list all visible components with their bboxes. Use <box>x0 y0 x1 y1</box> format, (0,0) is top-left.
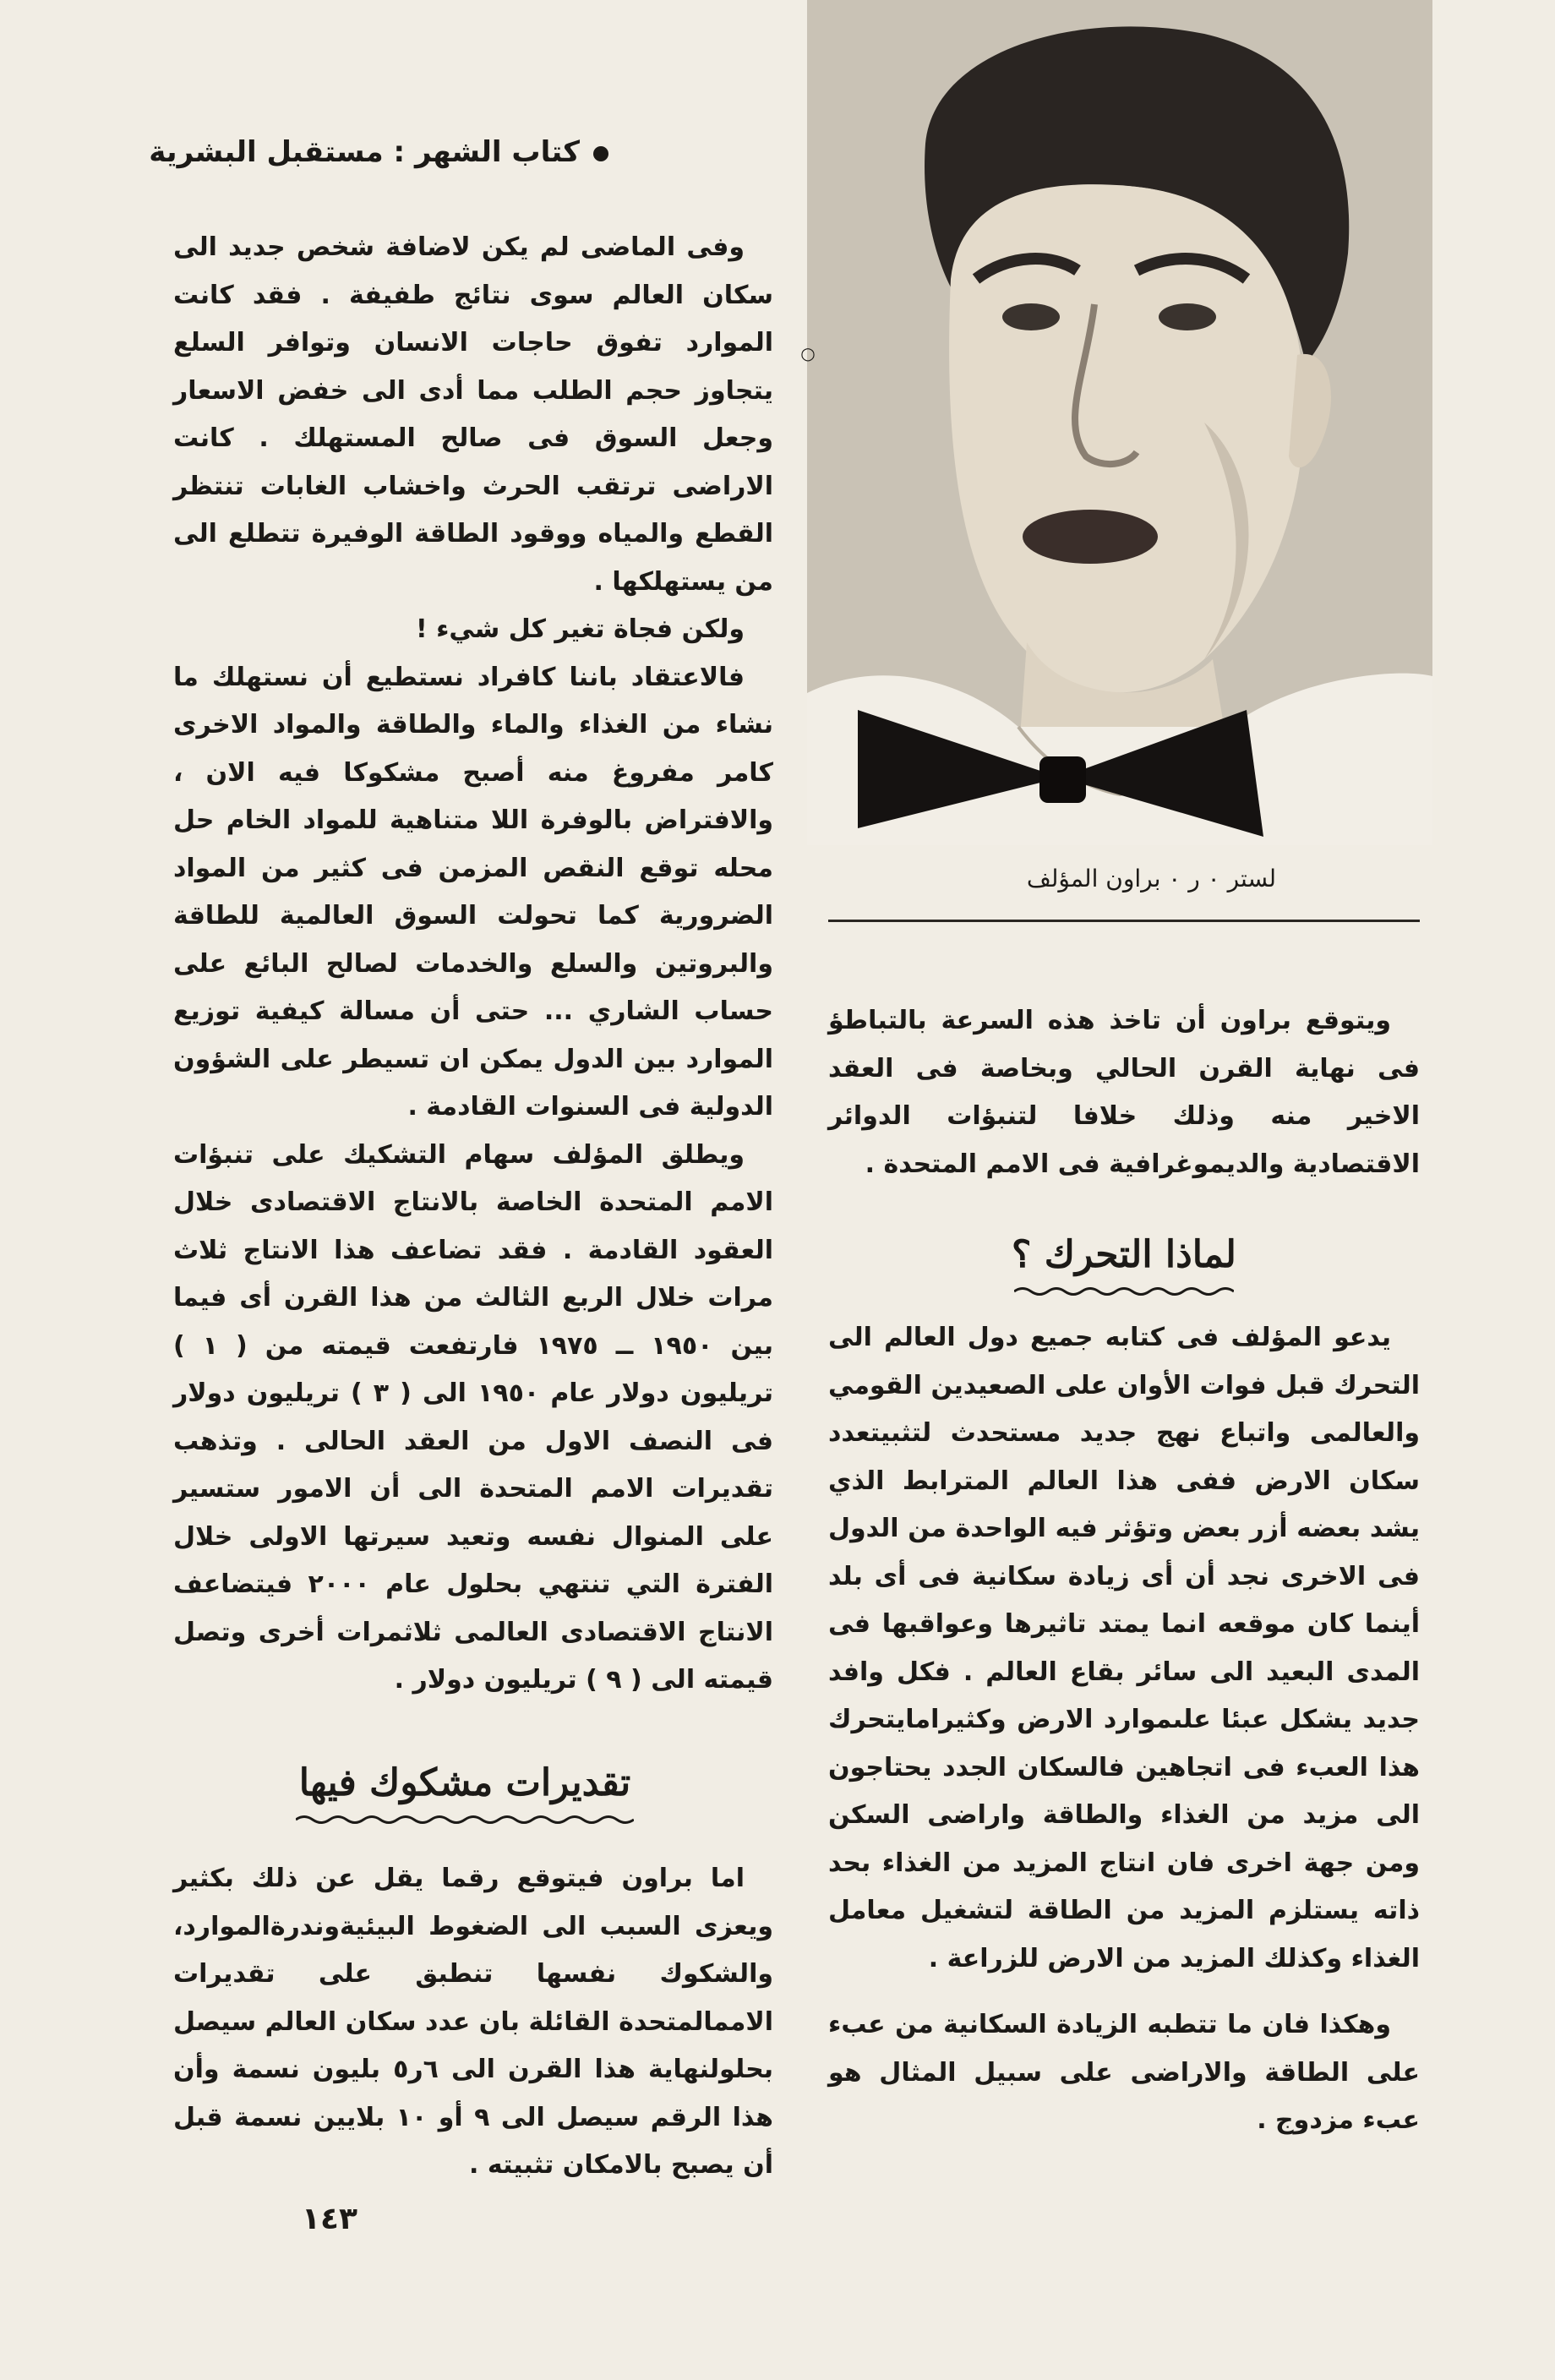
right-paragraph-3: وهكذا فان ما تتطبه الزيادة السكانية من عبء على الطاقة والاراضى على سبيل المثال هو عبء مزدوج . <box>828 2010 1420 2135</box>
paragraph-3: فالاعتقاد باننا كافراد نستطيع أن نستهلك ما نشاء من الغذاء والماء والطاقة والمواد الاخرى كامر مفروغ منه أصبح مشكوكا فيه الان ، والافتراض بالوفرة اللا متناهية للمواد الخام حل محله توقع النقص المزمن فى كثير من المواد الضرورية كما تحولت السوق العالمية للطاقة والبروتين والسلع والخدمات لصالح البائع على حساب الشاري ... حتى أن مسالة كيفية توزيع الموارد بين الدول يمكن ان تسيطر على الشؤون الدولية فى السنوات القادمة . <box>173 662 773 1122</box>
page-number: ١٤٣ <box>302 2202 357 2236</box>
paragraph-5: اما براون فيتوقع رقما يقل عن ذلك بكثير ويعزى السبب الى الضغوط البيئيةوندرةالموارد، والشكوك نفسها تنطبق على تقديرات الاممالمتحدة القائلة بان عدد سكان العالم سيصل بحلولنهاية هذا القرن الى ٦ر٥ بليون نسمة وأن هذا الرقم سيصل الى ٩ أو ١٠ بلايين نسمة قبل أن يصبح بالامكان تثبيته . <box>173 1864 773 2180</box>
margin-mark: ○ <box>800 343 816 363</box>
heading-estimates-text: تقديرات مشكوك فيها <box>298 1761 631 1804</box>
photo-caption: لستر ٠ ر ٠ براون المؤلف <box>1026 865 1276 892</box>
paragraph-4: ويطلق المؤلف سهام التشكيك على تنبؤات الامم المتحدة الخاصة بالانتاج الاقتصادى خلال العقود القادمة . فقد تضاعف هذا الانتاج ثلاث مرات خلال الربع الثالث من هذا القرن أى فيما بين ١٩٥٠ ــ ١٩٧٥ فارتفعت قيمته من ( ١ ) تريليون دولار عام ١٩٥٠ الى ( ٣ ) تريليون دولار فى النصف الاول من العقد الحالى . وتذهب تقديرات الامم المتحدة الى أن الامور ستسير على المنوال نفسه وتعيد سيرتها الاولى خلال الفترة التي تنتهي بحلول عام ٢٠٠٠ فيتضاعف الانتاج الاقتصادى العالمى ثلاثمرات أخرى وتصل قيمته الى ( ٩ ) تريليون دولار . <box>173 1139 774 1695</box>
header-title: كتاب الشهر : مستقبل البشرية <box>149 135 580 169</box>
author-photo <box>807 0 1432 845</box>
section-header <box>149 127 608 177</box>
wavy-underline-icon <box>1014 1286 1234 1297</box>
heading-estimates <box>287 1758 642 1826</box>
paragraph-gap <box>828 1983 1420 2001</box>
heading-why <box>1006 1230 1242 1297</box>
right-paragraph-2: يدعو المؤلف فى كتابه جميع دول العالم الى التحرك قبل فوات الأوان على الصعيدين القومي والعالمى واتباع نهج جديد مستحدث لتثبيتعدد سكان الارض ففى هذا العالم المترابط الذي يشد بعضه أزر بعض وتؤثر فيه الواحدة من الدول فى الاخرى نجد أن أى زيادة سكانية فى أى بلد أينما كان موقعه انما يمتد تاثيرها وعواقبها فى المدى البعيد الى سائر بقاع العالم . فكل وافد جديد يشكل عبئا علىموارد الارض وكثيرامايتحرك هذا العبء فى اتجاهين فالسكان الجدد يحتاجون الى مزيد من الغذاء والطاقة واراضى السكن ومن جهة اخرى فان انتاج المزيد من الغذاء بحد ذاته يستلزم المزيد من الطاقة لتشغيل معامل الغذاء وكذلك المزيد من الارض للزراعة . <box>828 1323 1420 1973</box>
heading-why-text: لماذا التحرك ؟ <box>1012 1233 1236 1276</box>
caption-divider <box>828 920 1420 922</box>
left-column-bottom <box>173 1855 773 2190</box>
right-paragraph-1: ويتوقع براون أن تاخذ هذه السرعة بالتباطؤ فى نهاية القرن الحالي وبخاصة فى العقد الاخير منه وذلك خلافا لتنبؤات الدوائر الاقتصادية والديموغرافية فى الامم المتحدة . <box>828 1006 1420 1179</box>
paragraph-1: وفى الماضى لم يكن لاضافة شخص جديد الى سكان العالم سوى نتائج طفيفة . فقد كانت الموارد تفوق حاجات الانسان وتوافر السلع يتجاوز حجم الطلب مما أدى الى خفض الاسعار وجعل السوق فى صالح المستهلك . كانت الاراضى ترتقب الحرث واخشاب الغابات تنتظر القطع والمياه ووقود الطاقة الوفيرة تتطلع الى من يستهلكها . <box>173 232 773 597</box>
left-column <box>173 224 773 1705</box>
wavy-underline-icon <box>296 1814 634 1826</box>
author-portrait-image <box>807 0 1432 845</box>
right-column-top <box>828 997 1420 1188</box>
bullet-icon <box>593 146 608 161</box>
right-column-main <box>828 1314 1420 2145</box>
paragraph-2: ولكن فجاة تغير كل شيء ! <box>415 614 745 644</box>
